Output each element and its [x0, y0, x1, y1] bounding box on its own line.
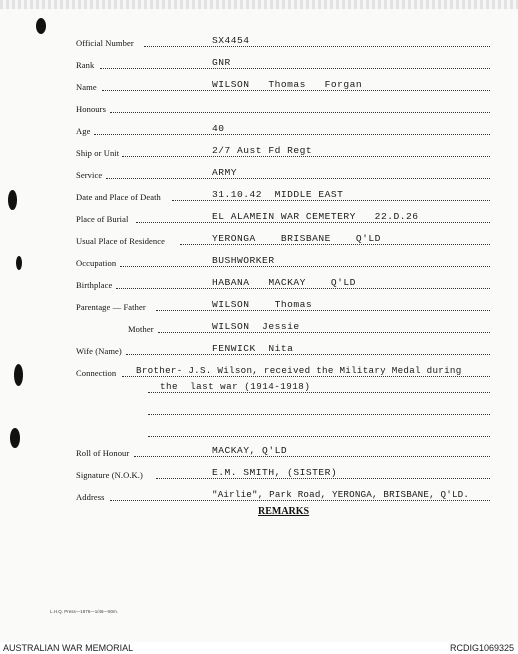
connection-blank-line	[148, 424, 490, 440]
field-value: E.M. SMITH, (SISTER)	[212, 467, 338, 478]
field-value: 40	[212, 123, 225, 134]
punch-hole	[14, 364, 23, 386]
field-value: FENWICK Nita	[212, 343, 294, 354]
field-label: Age	[76, 126, 91, 136]
dotted-line	[148, 413, 490, 415]
field-label: Ship or Unit	[76, 148, 120, 158]
field-address	[76, 484, 490, 504]
field-usual-residence	[76, 228, 490, 248]
archive-name: AUSTRALIAN WAR MEMORIAL	[3, 643, 134, 653]
field-value: 31.10.42 MIDDLE EAST	[212, 189, 344, 200]
field-rank	[76, 52, 490, 72]
field-label: Mother	[128, 324, 154, 334]
field-connection	[76, 360, 490, 380]
field-value: WILSON Thomas	[212, 299, 313, 310]
field-official-number	[76, 30, 490, 50]
field-signature-nok	[76, 462, 490, 482]
field-value: the last war (1914-1918)	[160, 381, 311, 392]
field-place-of-burial	[76, 206, 490, 226]
dotted-line	[94, 133, 490, 135]
field-label: Honours	[76, 104, 106, 114]
field-label: Service	[76, 170, 103, 180]
field-value: WILSON Jessie	[212, 321, 300, 332]
field-wife	[76, 338, 490, 358]
field-value: HABANA MACKAY Q'LD	[212, 277, 356, 288]
field-label: Name	[76, 82, 97, 92]
field-label: Place of Burial	[76, 214, 129, 224]
field-value: YERONGA BRISBANE Q'LD	[212, 233, 381, 244]
field-date-place-death	[76, 184, 490, 204]
field-label: Birthplace	[76, 280, 113, 290]
dotted-line	[148, 435, 490, 437]
dotted-line	[110, 111, 490, 113]
dotted-line	[100, 67, 490, 69]
field-service	[76, 162, 490, 182]
field-label: Official Number	[76, 38, 134, 48]
field-value: GNR	[212, 57, 231, 68]
connection-blank-line	[148, 402, 490, 418]
field-value: BUSHWORKER	[212, 255, 275, 266]
dotted-line	[144, 45, 490, 47]
dotted-line	[106, 177, 490, 179]
field-value: MACKAY, Q'LD	[212, 445, 288, 456]
dotted-line	[120, 265, 490, 267]
field-label: Parentage — Father	[76, 302, 146, 312]
field-roll-of-honour	[76, 440, 490, 460]
field-value: EL ALAMEIN WAR CEMETERY 22.D.26	[212, 211, 419, 222]
archive-footer	[0, 642, 518, 654]
print-code: L.H.Q. Press—1976—1/46—50m.	[50, 609, 119, 614]
punch-hole	[36, 18, 46, 34]
field-label: Usual Place of Residence	[76, 236, 166, 246]
field-label: Roll of Honour	[76, 448, 130, 458]
field-age	[76, 118, 490, 138]
field-father	[76, 294, 490, 314]
field-label: Connection	[76, 368, 117, 378]
field-occupation	[76, 250, 490, 270]
field-label: Occupation	[76, 258, 117, 268]
field-value: WILSON Thomas Forgan	[212, 79, 363, 90]
dotted-line	[156, 309, 490, 311]
scan-edge	[0, 0, 518, 9]
field-label: Date and Place of Death	[76, 192, 161, 202]
field-label: Wife (Name)	[76, 346, 122, 356]
dotted-line	[126, 353, 490, 355]
field-ship-or-unit	[76, 140, 490, 160]
punch-hole	[10, 428, 20, 448]
field-honours	[76, 96, 490, 116]
field-value: 2/7 Aust Fd Regt	[212, 145, 313, 156]
punch-hole	[16, 256, 22, 270]
field-label: Address	[76, 492, 105, 502]
connection-continuation	[148, 380, 490, 396]
field-value: ARMY	[212, 167, 238, 178]
field-value: "Airlie", Park Road, YERONGA, BRISBANE, Q'LD.	[212, 489, 470, 500]
field-mother	[76, 316, 490, 336]
field-value: Brother- J.S. Wilson, received the Military Medal during	[136, 365, 462, 376]
field-label: Signature (N.O.K.)	[76, 470, 143, 480]
field-label: Rank	[76, 60, 95, 70]
remarks-heading: REMARKS	[258, 506, 310, 517]
field-birthplace	[76, 272, 490, 292]
punch-hole	[8, 190, 17, 210]
record-id: RCDIG1069325	[449, 643, 514, 653]
dotted-line	[134, 455, 490, 457]
field-value: SX4454	[212, 35, 250, 46]
field-name	[76, 74, 490, 94]
dotted-line	[158, 331, 490, 333]
